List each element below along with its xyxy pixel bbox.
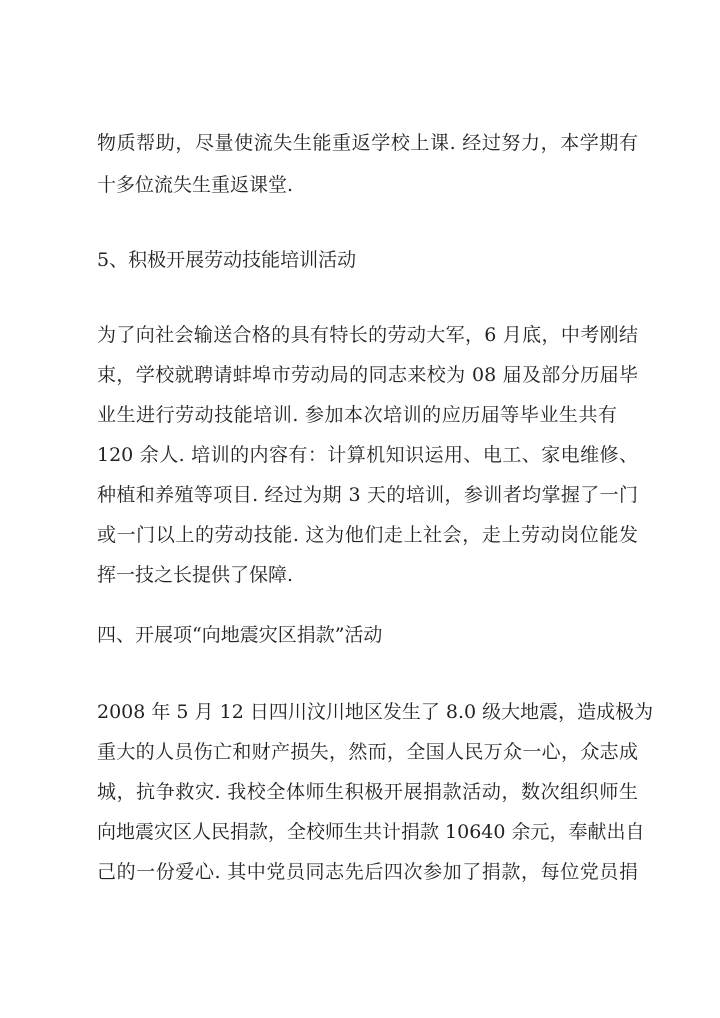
- paragraph-line: 2008 年 5 月 12 日四川汶川地区发生了 8.0 级大地震，造成极为: [97, 701, 654, 723]
- paragraph-line: 束，学校就聘请蚌埠市劳动局的同志来校为 08 届及部分历届毕: [97, 364, 638, 386]
- paragraph-line: 挥一技之长提供了保障.: [97, 564, 294, 586]
- paragraph-line: 或一门以上的劳动技能. 这为他们走上社会，走上劳动岗位能发: [97, 524, 638, 546]
- section-heading: 5、积极开展劳动技能培训活动: [97, 249, 357, 271]
- paragraph-line: 业生进行劳动技能培训. 参加本次培训的应历届等毕业生共有: [97, 404, 617, 426]
- paragraph-line: 向地震灾区人民捐款，全校师生共计捐款 10640 余元，奉献出自: [97, 821, 645, 843]
- paragraph-line: 120 余人. 培训的内容有：计算机知识运用、电工、家电维修、: [97, 444, 638, 466]
- paragraph-line: 己的一份爱心. 其中党员同志先后四次参加了捐款，每位党员捐: [97, 861, 638, 883]
- paragraph-line: 城，抗争救灾. 我校全体师生积极开展捐款活动，数次组织师生: [97, 781, 638, 803]
- section-heading: 四、开展项“向地震灾区捐款”活动: [97, 624, 383, 646]
- paragraph-line: 物质帮助，尽量使流失生能重返学校上课. 经过努力，本学期有: [97, 132, 638, 154]
- paragraph-line: 种植和养殖等项目. 经过为期 3 天的培训，参训者均掌握了一门: [97, 484, 638, 506]
- paragraph-line: 十多位流失生重返课堂.: [97, 174, 294, 196]
- paragraph-line: 为了向社会输送合格的具有特长的劳动大军，6 月底，中考刚结: [97, 324, 638, 346]
- paragraph-line: 重大的人员伤亡和财产损失，然而，全国人民万众一心，众志成: [97, 741, 638, 763]
